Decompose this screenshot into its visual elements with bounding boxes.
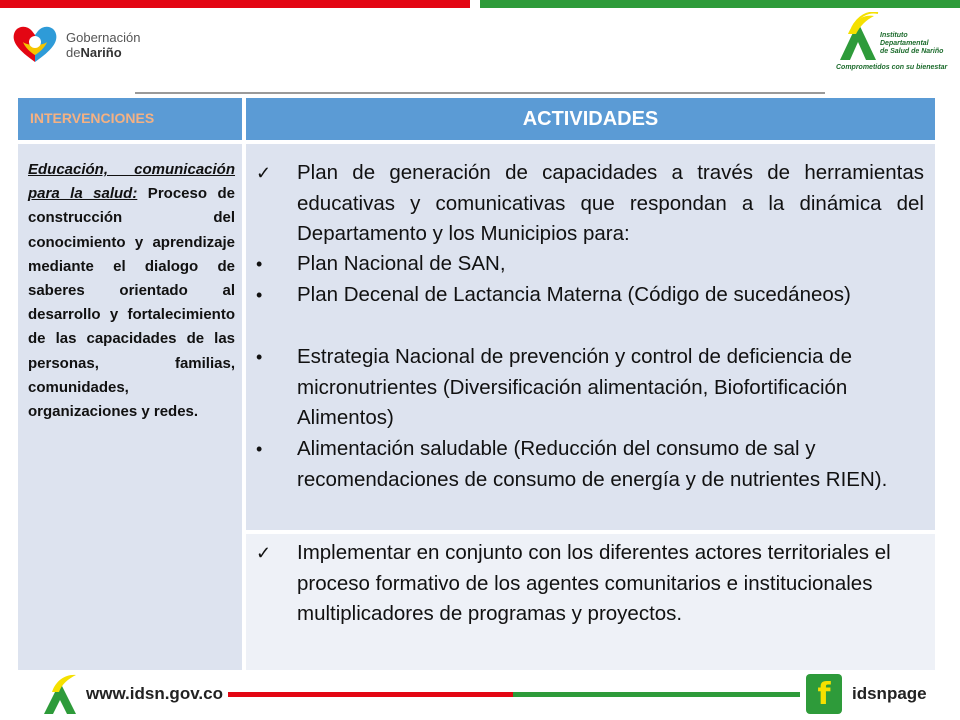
idsn-slogan: Comprometidos con su bienestar — [836, 64, 948, 71]
activity-item: • Estrategia Nacional de prevención y control de deficiencia de micronutrientes (Diversificación alimentación, Biofortificación Alimentos) — [256, 342, 924, 434]
facebook-icon[interactable]: f — [806, 674, 842, 714]
intervention-text — [28, 158, 235, 424]
footer-divider — [228, 692, 800, 697]
website-link[interactable]: www.idsn.gov.co — [86, 684, 223, 703]
activity-item: • Plan Decenal de Lactancia Materna (Código de sucedáneos) — [256, 280, 924, 311]
intervention-title: Educación, comunicación para la salud: — [28, 161, 235, 203]
header-intervenciones: INTERVENCIONES — [18, 98, 242, 140]
facebook-handle[interactable]: idsnpage — [852, 684, 927, 703]
checkmark-icon: ✓ — [256, 163, 272, 183]
header-divider — [135, 92, 825, 94]
activity-item: • Alimentación saludable (Reducción del consumo de sal y recomendaciones de consumo de energía y de nutrientes RIEN). — [256, 434, 924, 495]
idsn-footer-emblem-icon — [40, 672, 80, 716]
bullet-icon: • — [256, 347, 263, 367]
checkmark-icon: ✓ — [256, 543, 272, 563]
bullet-icon: • — [256, 254, 263, 274]
intervention-cell — [18, 144, 242, 670]
top-strip-red — [0, 0, 470, 8]
activities-cell-2 — [246, 534, 935, 670]
gobernacion-logo — [10, 22, 160, 70]
bullet-icon: • — [256, 439, 263, 459]
intervention-description: Proceso de construcción del conocimiento y aprendizaje mediante el dialogo de saberes orientado al desarrollo y fortalecimiento de las capacidades de las personas, familias, comunidades, organizaciones y redes. — [28, 185, 235, 421]
activity-item: • Plan Nacional de SAN, — [256, 249, 924, 280]
top-strip-green — [480, 0, 960, 8]
activities-cell-1 — [246, 144, 935, 530]
idsn-emblem-icon — [828, 12, 888, 64]
activity-item: ✓ Plan de generación de capacidades a través de herramientas educativas y comunicativas que respondan a la dinámica del Departamento y los Municipios para: — [256, 158, 924, 250]
gobernacion-wordmark: Gobernación deNariño — [66, 30, 141, 60]
interventions-table — [18, 98, 935, 670]
idsn-wordmark: Instituto Departamental de Salud de Nariño — [880, 32, 944, 55]
idsn-logo — [828, 12, 954, 74]
activity-item: ✓ Implementar en conjunto con los diferentes actores territoriales el proceso formativo de los agentes comunitarios e institucionales multiplicadores de programas y proyectos. — [256, 538, 924, 630]
header-actividades: ACTIVIDADES — [246, 98, 935, 140]
gobernacion-heart-icon — [10, 22, 60, 66]
top-brand-strip — [0, 0, 960, 8]
bullet-icon: • — [256, 285, 263, 305]
